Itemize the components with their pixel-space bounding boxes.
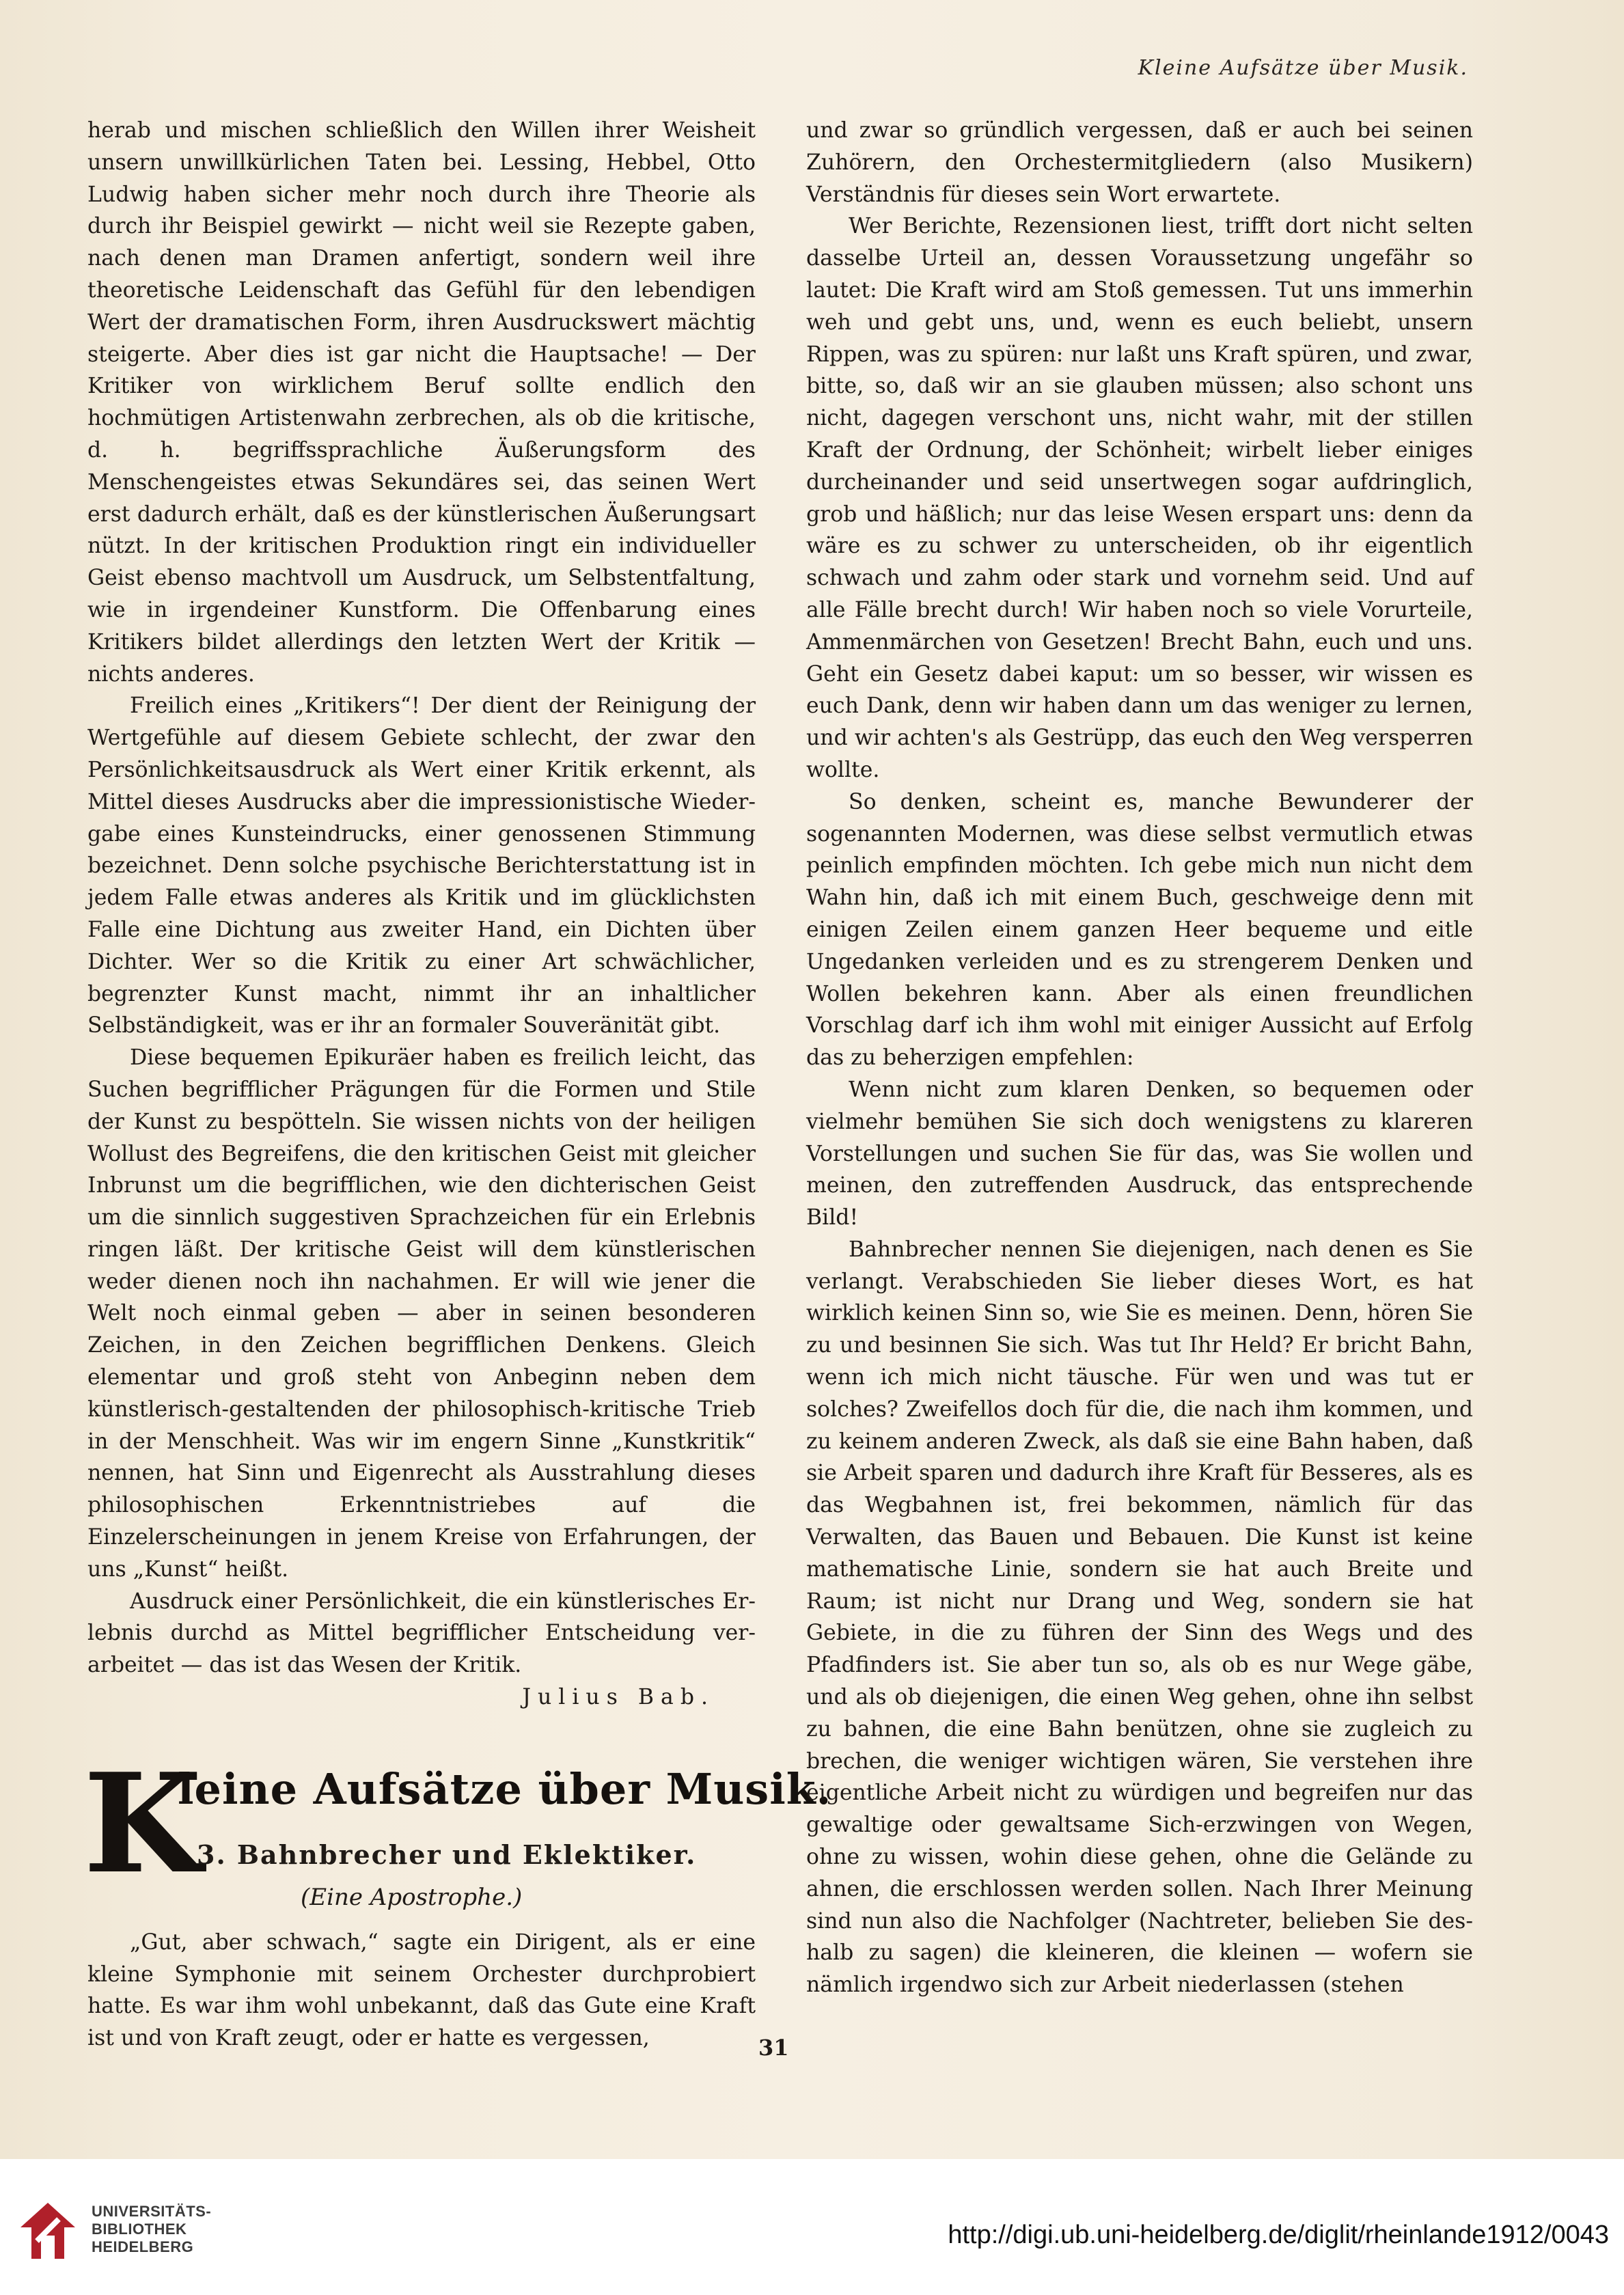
right-column	[806, 115, 1473, 2001]
running-head: Kleine Aufsätze über Musik.	[1138, 56, 1468, 80]
left-paragraph-1: herab und mischen schließlich den Willen ihrer Weisheit unsern unwillkürlichen Taten bei. Lessing, Hebbel, Otto Ludwig haben sicher mehr noch durch ihre Theorie als durch ihr Beispiel gewirkt — nicht weil sie Rezepte gaben, nach denen man Dramen anfertigt, sondern weil ihre theoretische Leidenschaft das Gefühl für den lebendigen Wert der dramatischen Form, ihren Ausdruckswert mächtig steigerte. Aber dies ist gar nicht die Hauptsache! — Der Kritiker von wirklichem Beruf sollte endlich den hochmütigen Artistenwahn zerbrechen, als ob die kritische, d. h. begriffssprachliche Äußerungsform des Menschengeistes etwas Sekundäres sei, das seinen Wert erst dadurch erhält, daß es der künstlerischen Äußerungsart nützt. In der kritischen Produktion ringt ein individueller Geist ebenso machtvoll um Ausdruck, um Selbstentfaltung, wie in irgendeiner Kunstform. Die Offenbarung eines Kritikers bildet allerdings den letzten Wert der Kritik — nichts anderes.	[87, 118, 756, 687]
article-subtitle: 3. Bahnbrecher und Eklektiker.	[197, 1839, 697, 1870]
university-library-logo-icon	[16, 2200, 79, 2263]
left-paragraph-2: Freilich eines „Kritikers“! Der dient der Reinigung der Wertgefühle auf diesem Gebiete schlecht, der zwar den Persönlichkeitsausdruck als Wert einer Kritik erkennt, als Mittel dieses Ausdrucks aber die impressionistische Wiedergabe eines Kunsteindrucks, einer genossenen Stimmung bezeichnet. Denn solche psychische Berichterstattung ist in jedem Falle etwas anderes als Kritik und im glücklichsten Falle eine Dichtung aus zweiter Hand, ein Dichten über Dichter. Wer so die Kritik zu einer Art schwächlicher, begrenzter Kunst macht, nimmt ihr an inhaltlicher Selbständigkeit, was er ihr an formaler Souveränität gibt.	[87, 693, 756, 1039]
page-number: 31	[758, 2035, 789, 2061]
permalink-url[interactable]: http://digi.ub.uni-heidelberg.de/diglit/rheinlande1912/0043	[948, 2221, 1609, 2249]
article-subtitle-2: (Eine Apostrophe.)	[301, 1883, 523, 1911]
library-name-line-2: BIBLIOTHEK	[92, 2221, 187, 2238]
footer-bar	[0, 2159, 1624, 2295]
right-paragraph-4: Wenn nicht zum klaren Denken, so bequemen oder vielmehr bemühen Sie sich doch wenigstens zu klareren Vorstellungen und suchen Sie für das, was Sie wollen und meinen, den zutreffenden Ausdruck, das entsprechende Bild!	[806, 1077, 1473, 1231]
left-paragraph-after-heading: „Gut, aber schwach,“ sagte ein Dirigent, als er eine kleine Symphonie mit seinem Orchester durchprobiert hatte. Es war ihm wohl unbekannt, daß das Gute eine Kraft ist und von Kraft zeugt, oder er hatte es vergessen,	[87, 1929, 756, 2051]
right-paragraph-5: Bahnbrecher nennen Sie diejenigen, nach denen es Sie verlangt. Verabschieden Sie lieber dieses Wort, es hat wirklich keinen Sinn so, wie Sie es meinen. Denn, hören Sie zu und besinnen Sie sich. Was tut Ihr Held? Er bricht Bahn, wenn ich mich nicht täusche. Für wen und was tut er solches? Zweifellos doch für die, die nach ihm kommen, und zu keinem anderen Zweck, als daß sie eine Bahn haben, daß sie Arbeit sparen und dadurch ihre Kraft für Besseres, als es das Wegbahnen ist, frei bekommen, nämlich für das Verwalten, das Bauen und Bebauen. Die Kunst ist keine mathematische Linie, sondern sie hat auch Breite und Raum; ist nicht nur Drang und Weg, sondern sie hat Gebiete, in die zu führen der Sinn des Wegs und des Pfadfinders ist. Sie aber tun so, als ob es nur Wege gäbe, und als ob diejenigen, die einen Weg gehen, ohne ihn selbst zu bahnen, die eine Bahn benützen, ohne sie zugleich zu brechen, die weniger wichtigen wären, Sie verstehen ihre eigentliche Arbeit nicht zu würdigen und begreifen nur das gewaltige oder gewaltsame Sich-erzwingen von Wegen, ohne zu wissen, wohin diese gehen, ohne die Gelände zu ahnen, die erschlossen werden sollen. Nach Ihrer Meinung sind nun also die Nachfolger (Nachtreter, belieben Sie deshalb zu sagen) die kleineren, die kleinen — wofern sie nämlich irgendwo sich zur Arbeit niederlassen (stehen	[806, 1237, 1473, 1998]
library-name	[92, 2203, 211, 2256]
library-name-line-3: HEIDELBERG	[92, 2238, 194, 2255]
left-paragraph-4: Ausdruck einer Persönlichkeit, die ein künstlerisches Erlebnis durchd as Mittel begrifflicher Entscheidung verarbeitet — das ist das Wesen der Kritik.	[87, 1589, 756, 1678]
left-paragraph-3: Diese bequemen Epikuräer haben es freilich leicht, das Suchen begrifflicher Prägungen für die Formen und Stile der Kunst zu bespötteln. Sie wissen nichts von der heiligen Wollust des Begreifens, die den kritischen Geist mit gleicher Inbrunst um die begrifflichen, wie den dichterischen Geist um die sinnlich suggestiven Sprachzeichen für ein Erlebnis ringen läßt. Der kritische Geist will dem künstlerischen weder dienen noch ihn nachahmen. Er will wie jener die Welt noch einmal geben — aber in seinen besonderen Zeichen, in den Zeichen begrifflichen Denkens. Gleich elementar und groß steht von Anbeginn neben dem künstlerisch-gestaltenden der philosophisch-kritische Trieb in der Menschheit. Was wir im engern Sinne „Kunstkritik“ nennen, hat Sinn und Eigenrecht als Ausstrahlung dieses philosophischen Erkenntnistriebes auf die Einzelerscheinungen in jenem Kreise von Erfahrungen, der uns „Kunst“ heißt.	[87, 1045, 756, 1582]
library-name-line-1: UNIVERSITÄTS-	[92, 2203, 212, 2220]
article-title: leine Aufsätze über Musik.	[178, 1763, 832, 1814]
dropcap-letter: K	[83, 1743, 202, 1904]
author-signature: Julius Bab.	[522, 1685, 715, 1710]
article-heading	[83, 1743, 832, 1927]
right-paragraph-3: So denken, scheint es, manche Bewunderer der sogenannten Modernen, was diese selbst vermutlich etwas peinlich empfinden möchten. Ich gebe mich nun nicht dem Wahn hin, daß ich mit einem Buch, geschweige denn mit einigen Zeilen einem ganzen Heer bequeme und eitle Ungedanken verleiden und es zu strengerem Denken und Wollen bekehren kann. Aber als einen freundlichen Vorschlag darf ich ihm wohl mit einiger Aussicht auf Erfolg das zu beherzigen empfehlen:	[806, 789, 1473, 1071]
right-paragraph-2: Wer Berichte, Rezensionen liest, trifft dort nicht selten dasselbe Urteil an, dessen Voraussetzung ungefähr so lautet: Die Kraft wird am Stoß gemessen. Tut uns immerhin weh und gebt uns, und, wenn es euch beliebt, unsern Rippen, was zu spüren: nur laßt uns Kraft spüren, und zwar, bitte, so, daß wir an sie glauben müssen; also schont uns nicht, dagegen verschont uns, nicht wahr, mit der stillen Kraft der Ordnung, der Schönheit; wirbelt lieber einiges durcheinander und seid unsertwegen sogar aufdringlich, grob und häßlich; nur das leise Wesen erspart uns: denn da wäre es zu schwer zu unterscheiden, ob ihr eigentlich schwach und zahm oder stark und vornehm seid. Und auf alle Fälle brecht durch! Wir haben noch so viele Vorurteile, Ammenmärchen von Gesetzen! Brecht Bahn, euch und uns. Geht ein Gesetz dabei kaput: um so besser, wir wissen es euch Dank, denn wir haben dann um das weniger zu lernen, und wir achten's als Gestrüpp, das euch den Weg versperren wollte.	[806, 214, 1473, 782]
right-paragraph-1: und zwar so gründlich vergessen, daß er auch bei seinen Zuhörern, den Orchestermitgliedern (also Musikern) Verständnis für dieses sein Wort erwartete.	[806, 118, 1473, 207]
